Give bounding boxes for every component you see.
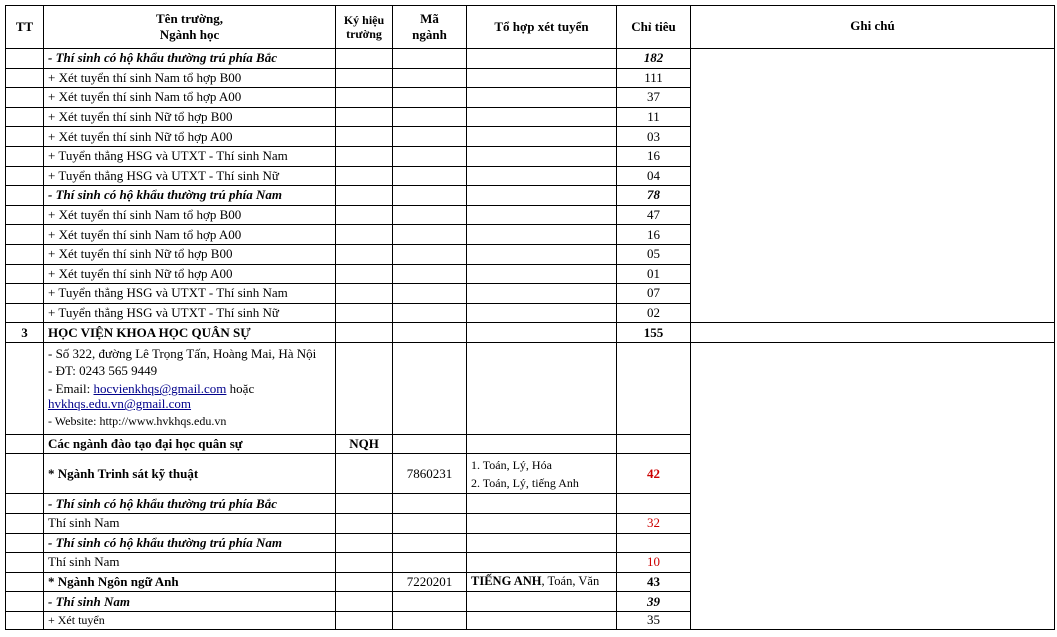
major-qty: 42 bbox=[617, 454, 691, 494]
empty-cell bbox=[393, 225, 467, 245]
row-label: Thí sinh Nam bbox=[44, 513, 336, 533]
empty-cell bbox=[467, 513, 617, 533]
empty-cell bbox=[393, 49, 467, 69]
row-label: + Tuyển thẳng HSG và UTXT - Thí sinh Nam bbox=[44, 284, 336, 304]
empty-cell bbox=[393, 244, 467, 264]
row-label: - Thí sinh có hộ khẩu thường trú phía Bắc bbox=[44, 494, 336, 514]
empty-cell bbox=[336, 533, 393, 553]
header-to-hop: Tổ hợp xét tuyển bbox=[467, 6, 617, 49]
empty-cell bbox=[393, 186, 467, 206]
combo-1: 1. Toán, Lý, Hóa bbox=[471, 457, 552, 472]
empty-cell bbox=[467, 107, 617, 127]
tt-cell bbox=[6, 454, 44, 494]
row-label: + Tuyển thẳng HSG và UTXT - Thí sinh Nữ bbox=[44, 303, 336, 323]
major-name: * Ngành Trinh sát kỹ thuật bbox=[44, 454, 336, 494]
empty-cell bbox=[467, 494, 617, 514]
empty-cell bbox=[393, 343, 467, 435]
empty-cell bbox=[467, 264, 617, 284]
empty-cell bbox=[467, 343, 617, 435]
school-ghi-chu bbox=[691, 323, 1055, 343]
row-qty: 78 bbox=[617, 186, 691, 206]
empty-cell bbox=[393, 553, 467, 573]
ghi-chu-cell bbox=[691, 49, 1055, 323]
empty-cell bbox=[336, 186, 393, 206]
header-ky-hieu-line1: Ký hiệu bbox=[343, 13, 385, 27]
row-qty: 05 bbox=[617, 244, 691, 264]
row-label: - Thí sinh có hộ khẩu thường trú phía Nam bbox=[44, 186, 336, 206]
row-qty: 04 bbox=[617, 166, 691, 186]
empty-cell bbox=[467, 244, 617, 264]
admissions-table bbox=[5, 5, 1055, 630]
row-qty: 02 bbox=[617, 303, 691, 323]
tt-cell bbox=[6, 146, 44, 166]
address-text: - Số 322, đường Lê Trọng Tấn, Hoàng Mai, Hà Nội bbox=[48, 346, 317, 362]
row-qty: 16 bbox=[617, 225, 691, 245]
tt-cell bbox=[6, 284, 44, 304]
empty-cell bbox=[336, 284, 393, 304]
empty-cell bbox=[393, 205, 467, 225]
header-ma-nganh-line1: Mã bbox=[420, 11, 439, 26]
empty-cell bbox=[393, 284, 467, 304]
empty-cell bbox=[393, 107, 467, 127]
tt-cell bbox=[6, 303, 44, 323]
empty-cell bbox=[617, 435, 691, 454]
row-label: + Xét tuyển thí sinh Nữ tổ hợp A00 bbox=[44, 264, 336, 284]
email-or: hoặc bbox=[226, 381, 255, 397]
empty-cell bbox=[336, 225, 393, 245]
empty-cell bbox=[336, 244, 393, 264]
tt-cell bbox=[6, 494, 44, 514]
tt-cell bbox=[6, 611, 44, 629]
header-ky-hieu-line2: trường bbox=[346, 27, 382, 41]
tt-cell bbox=[6, 244, 44, 264]
empty-cell bbox=[336, 88, 393, 108]
empty-cell bbox=[336, 611, 393, 629]
row-label: + Xét tuyển thí sinh Nam tổ hợp B00 bbox=[44, 68, 336, 88]
empty-cell bbox=[393, 533, 467, 553]
empty-cell bbox=[393, 323, 467, 343]
combo-bold: TIẾNG ANH bbox=[471, 574, 542, 589]
school-code: NQH bbox=[336, 435, 393, 454]
tt-cell bbox=[6, 205, 44, 225]
tt-cell bbox=[6, 88, 44, 108]
row-label: + Xét tuyển thí sinh Nữ tổ hợp B00 bbox=[44, 107, 336, 127]
empty-cell bbox=[467, 303, 617, 323]
empty-cell bbox=[336, 323, 393, 343]
major-code: 7860231 bbox=[393, 454, 467, 494]
row-label: Thí sinh Nam bbox=[44, 553, 336, 573]
empty-cell bbox=[336, 146, 393, 166]
row-qty: 10 bbox=[617, 553, 691, 573]
tt-cell bbox=[6, 343, 44, 435]
empty-cell bbox=[393, 435, 467, 454]
row-qty: 03 bbox=[617, 127, 691, 147]
table-row bbox=[6, 49, 1055, 69]
row-qty: 35 bbox=[617, 611, 691, 629]
tt-cell bbox=[6, 107, 44, 127]
tt-cell bbox=[6, 186, 44, 206]
empty-cell bbox=[467, 166, 617, 186]
header-ky-hieu bbox=[336, 6, 393, 49]
header-tt: TT bbox=[6, 6, 44, 49]
row-qty: 37 bbox=[617, 88, 691, 108]
email-link-2[interactable]: hvkhqs.edu.vn@gmail.com bbox=[48, 396, 192, 412]
ghi-chu-cell bbox=[691, 343, 1055, 630]
website-text: - Website: http://www.hvkhqs.edu.vn bbox=[48, 414, 227, 429]
empty-cell bbox=[467, 68, 617, 88]
row-label: + Xét tuyển bbox=[44, 611, 336, 629]
empty-cell bbox=[336, 107, 393, 127]
email-prefix: - Email: bbox=[48, 381, 94, 397]
empty-cell bbox=[336, 494, 393, 514]
empty-cell bbox=[617, 494, 691, 514]
empty-cell bbox=[467, 284, 617, 304]
tt-cell bbox=[6, 68, 44, 88]
empty-cell bbox=[393, 264, 467, 284]
row-label: + Tuyển thẳng HSG và UTXT - Thí sinh Nữ bbox=[44, 166, 336, 186]
empty-cell bbox=[336, 592, 393, 612]
header-ghi-chu: Ghi chú bbox=[691, 6, 1055, 49]
row-label: + Xét tuyển thí sinh Nam tổ hợp A00 bbox=[44, 225, 336, 245]
contact-row bbox=[6, 343, 1055, 435]
empty-cell bbox=[393, 611, 467, 629]
empty-cell bbox=[336, 513, 393, 533]
empty-cell bbox=[336, 572, 393, 592]
empty-cell bbox=[467, 323, 617, 343]
tt-cell bbox=[6, 553, 44, 573]
empty-cell bbox=[467, 553, 617, 573]
email-text bbox=[48, 381, 331, 411]
empty-cell bbox=[393, 494, 467, 514]
major-combos bbox=[467, 454, 617, 494]
empty-cell bbox=[617, 343, 691, 435]
major-combos bbox=[467, 572, 617, 592]
empty-cell bbox=[467, 146, 617, 166]
empty-cell bbox=[336, 454, 393, 494]
combo-2: 2. Toán, Lý, tiếng Anh bbox=[471, 475, 579, 490]
phone-text: - ĐT: 0243 565 9449 bbox=[48, 363, 158, 379]
row-qty: 39 bbox=[617, 592, 691, 612]
tt-cell bbox=[6, 49, 44, 69]
row-qty: 111 bbox=[617, 68, 691, 88]
school-tt: 3 bbox=[6, 323, 44, 343]
empty-cell bbox=[467, 205, 617, 225]
email-link-1[interactable]: hocvienkhqs@gmail.com bbox=[93, 381, 227, 397]
school-row bbox=[6, 323, 1055, 343]
empty-cell bbox=[467, 186, 617, 206]
row-label: - Thí sinh Nam bbox=[44, 592, 336, 612]
header-ten-truong-line2: Ngành học bbox=[159, 27, 220, 42]
row-qty: 01 bbox=[617, 264, 691, 284]
row-qty: 47 bbox=[617, 205, 691, 225]
tt-cell bbox=[6, 225, 44, 245]
empty-cell bbox=[467, 127, 617, 147]
empty-cell bbox=[393, 303, 467, 323]
school-name: HỌC VIỆN KHOA HỌC QUÂN SỰ bbox=[44, 323, 336, 343]
empty-cell bbox=[467, 225, 617, 245]
empty-cell bbox=[467, 592, 617, 612]
empty-cell bbox=[393, 592, 467, 612]
empty-cell bbox=[467, 49, 617, 69]
section-label: Các ngành đào tạo đại học quân sự bbox=[44, 435, 336, 454]
major-qty: 43 bbox=[617, 572, 691, 592]
row-qty: 16 bbox=[617, 146, 691, 166]
empty-cell bbox=[467, 533, 617, 553]
empty-cell bbox=[393, 166, 467, 186]
empty-cell bbox=[617, 533, 691, 553]
tt-cell bbox=[6, 533, 44, 553]
empty-cell bbox=[393, 146, 467, 166]
empty-cell bbox=[336, 49, 393, 69]
major-code: 7220201 bbox=[393, 572, 467, 592]
empty-cell bbox=[336, 68, 393, 88]
tt-cell bbox=[6, 166, 44, 186]
tt-cell bbox=[6, 513, 44, 533]
row-label: + Xét tuyển thí sinh Nam tổ hợp A00 bbox=[44, 88, 336, 108]
row-label: + Xét tuyển thí sinh Nữ tổ hợp A00 bbox=[44, 127, 336, 147]
row-qty: 32 bbox=[617, 513, 691, 533]
row-label: + Xét tuyển thí sinh Nữ tổ hợp B00 bbox=[44, 244, 336, 264]
row-label: + Xét tuyển thí sinh Nam tổ hợp B00 bbox=[44, 205, 336, 225]
header-row bbox=[6, 6, 1055, 49]
empty-cell bbox=[393, 68, 467, 88]
major-name: * Ngành Ngôn ngữ Anh bbox=[44, 572, 336, 592]
empty-cell bbox=[467, 611, 617, 629]
tt-cell bbox=[6, 435, 44, 454]
row-qty: 07 bbox=[617, 284, 691, 304]
header-ten-truong-line1: Tên trường, bbox=[156, 11, 223, 26]
empty-cell bbox=[336, 553, 393, 573]
tt-cell bbox=[6, 264, 44, 284]
empty-cell bbox=[467, 435, 617, 454]
empty-cell bbox=[393, 88, 467, 108]
row-label: - Thí sinh có hộ khẩu thường trú phía Bắc bbox=[44, 49, 336, 69]
empty-cell bbox=[393, 127, 467, 147]
header-ma-nganh bbox=[393, 6, 467, 49]
row-qty: 11 bbox=[617, 107, 691, 127]
empty-cell bbox=[336, 166, 393, 186]
empty-cell bbox=[336, 127, 393, 147]
empty-cell bbox=[467, 88, 617, 108]
tt-cell bbox=[6, 572, 44, 592]
header-ten-truong bbox=[44, 6, 336, 49]
tt-cell bbox=[6, 127, 44, 147]
row-label: + Tuyển thẳng HSG và UTXT - Thí sinh Nam bbox=[44, 146, 336, 166]
empty-cell bbox=[336, 303, 393, 323]
empty-cell bbox=[336, 205, 393, 225]
empty-cell bbox=[336, 343, 393, 435]
empty-cell bbox=[393, 513, 467, 533]
header-ma-nganh-line2: ngành bbox=[412, 27, 447, 42]
contact-info bbox=[44, 343, 336, 435]
row-qty: 182 bbox=[617, 49, 691, 69]
tt-cell bbox=[6, 592, 44, 612]
header-chi-tieu: Chỉ tiêu bbox=[617, 6, 691, 49]
empty-cell bbox=[336, 264, 393, 284]
row-label: - Thí sinh có hộ khẩu thường trú phía Nam bbox=[44, 533, 336, 553]
school-qty: 155 bbox=[617, 323, 691, 343]
combo-rest: , Toán, Văn bbox=[541, 574, 600, 589]
